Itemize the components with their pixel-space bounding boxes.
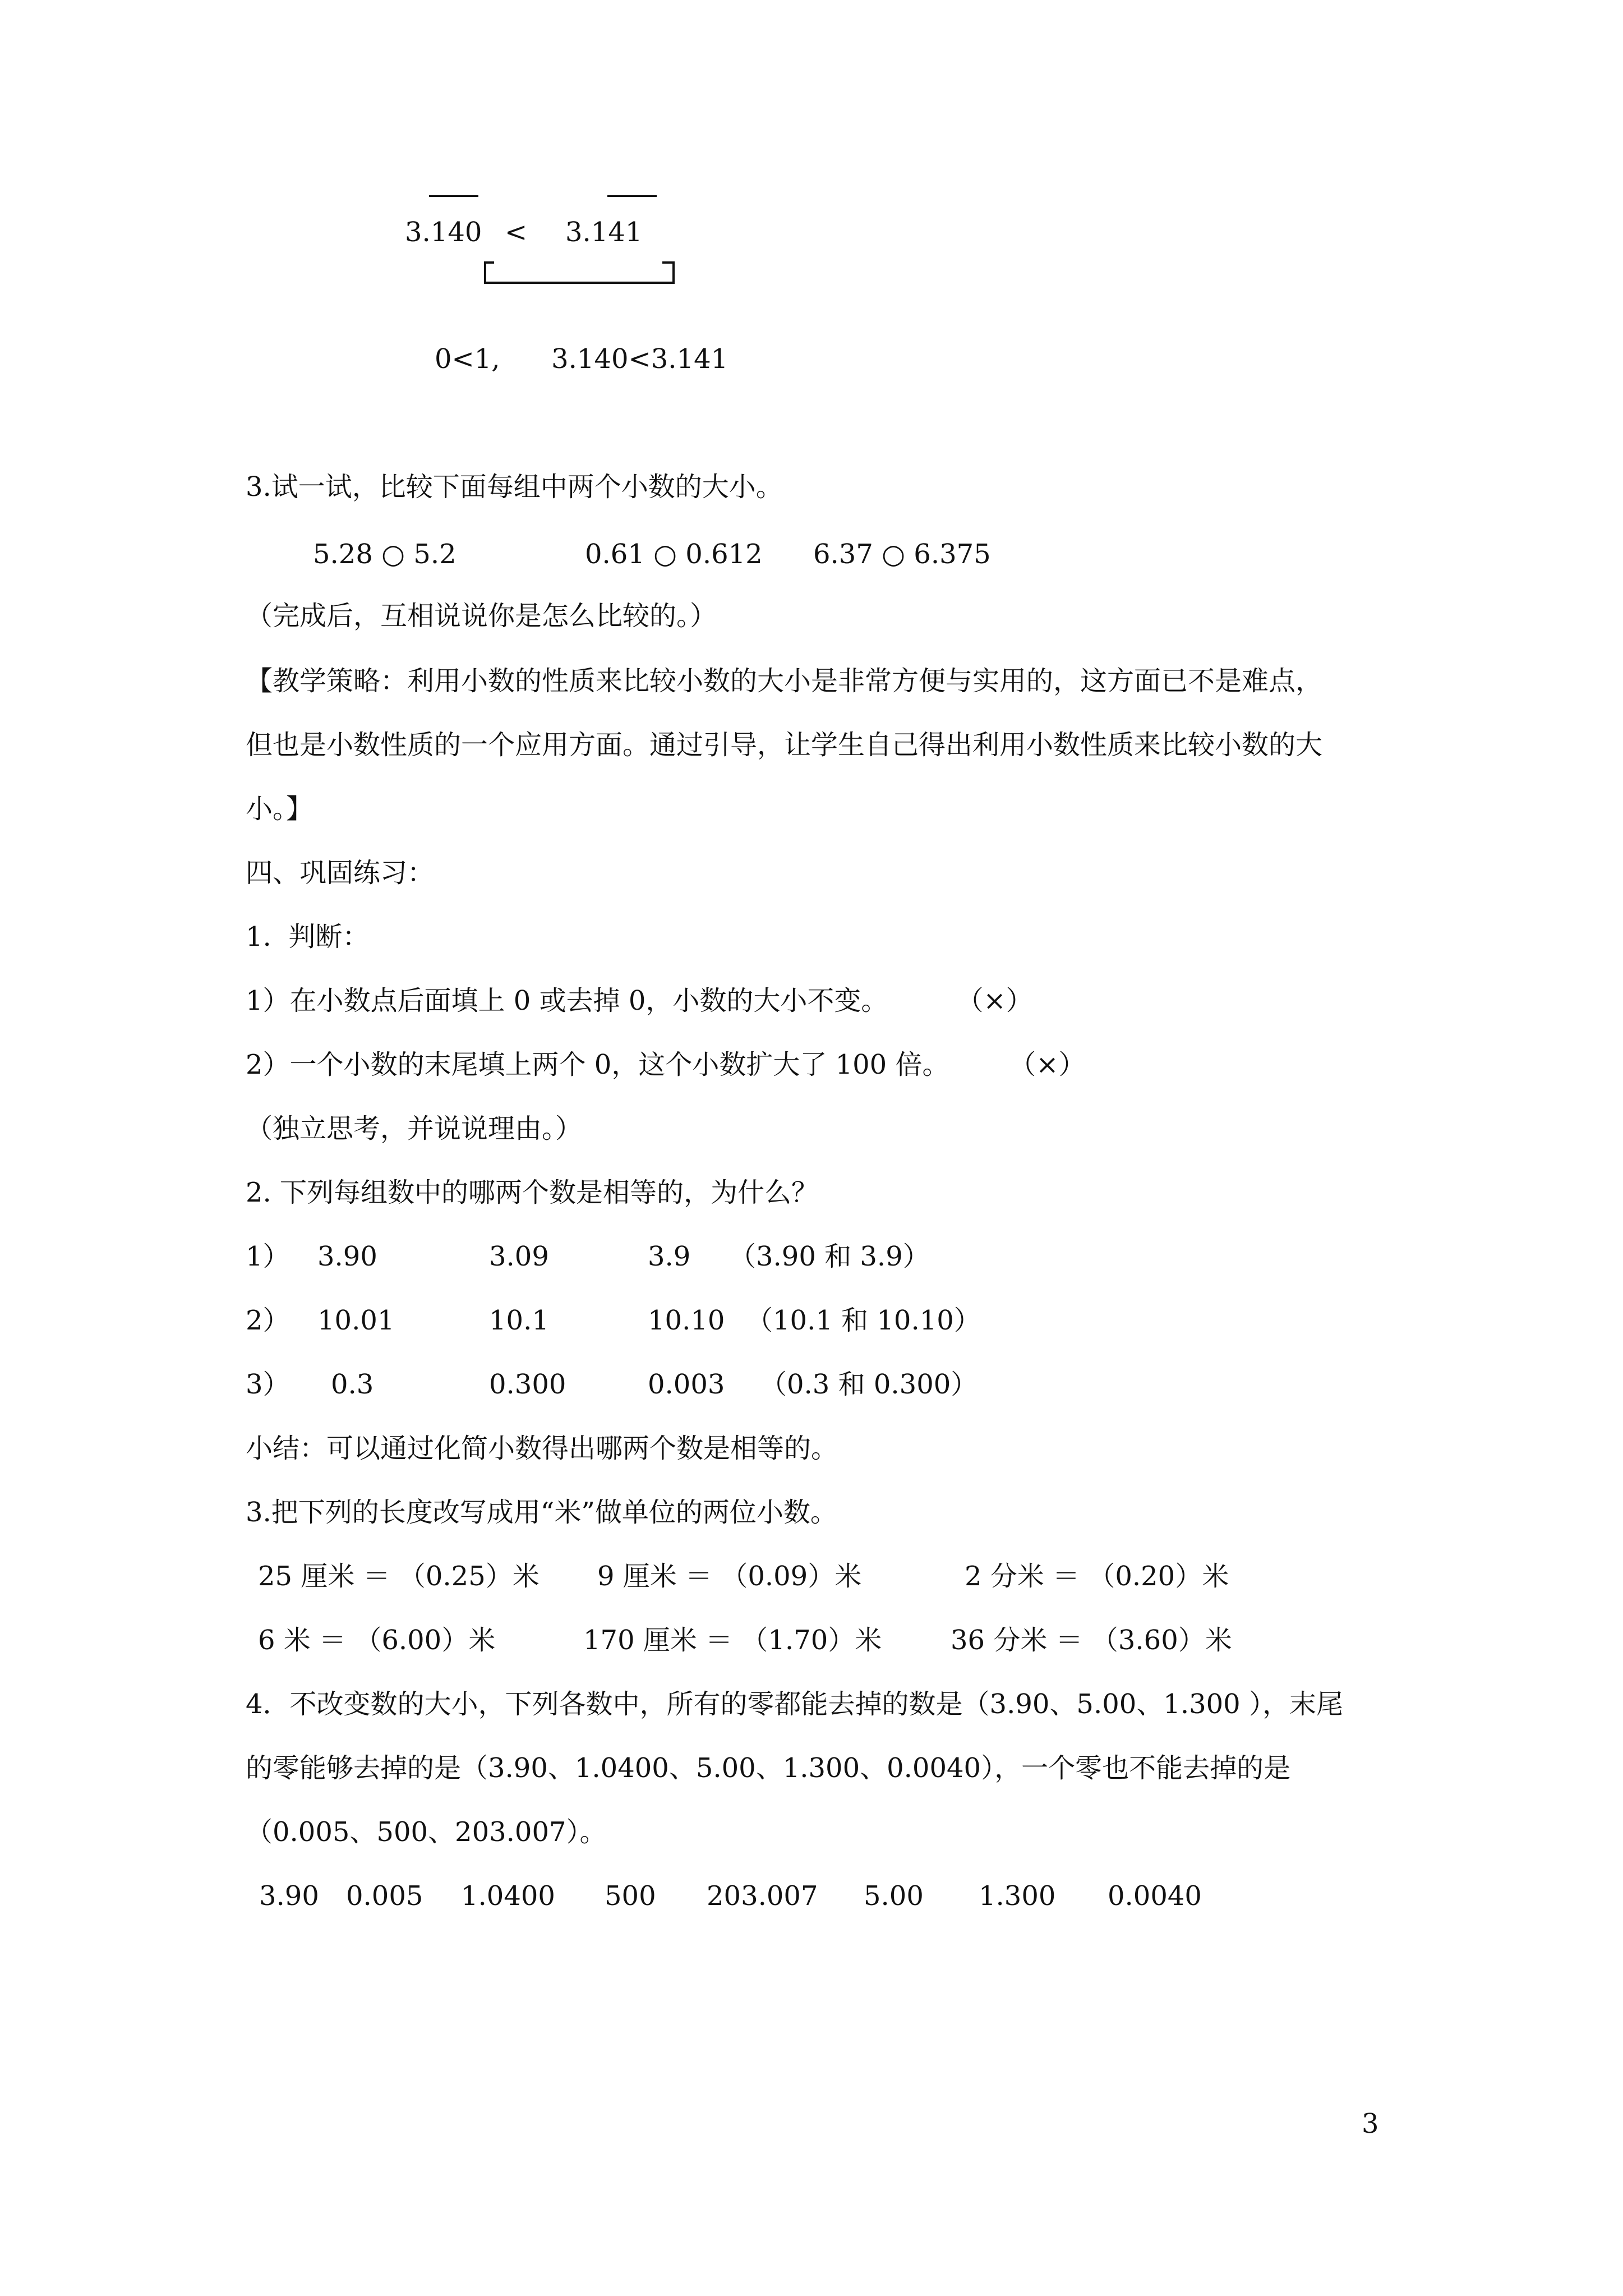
- q3-r2-item-3: 36 分米 ＝ （3.60）米: [951, 1625, 1232, 1656]
- q4-number: 5.00: [864, 1880, 924, 1912]
- strategy-line-3: 小。】: [246, 793, 313, 825]
- practice-heading: 四、巩固练习：: [246, 857, 435, 889]
- row-label: 3）: [246, 1369, 290, 1400]
- q4-line-1: 4．不改变数的大小，下列各数中，所有的零都能去掉的数是（3.90、5.00、1.300 ），末尾: [246, 1688, 1343, 1720]
- value-a: 3.90: [317, 1241, 377, 1272]
- less-than-symbol: <: [505, 217, 528, 248]
- q3-r2-item-2: 170 厘米 ＝ （1.70）米: [583, 1625, 882, 1656]
- q3-r2-item-1: 6 米 ＝ （6.00）米: [258, 1625, 496, 1656]
- page-number: 3: [1362, 2108, 1379, 2139]
- comparison-bracket: [484, 261, 675, 284]
- overline-right: [607, 195, 657, 197]
- compare-item-2: 0.61 ○ 0.612: [585, 539, 763, 570]
- q4-number: 1.300: [979, 1880, 1056, 1912]
- value-a: 10.01: [317, 1305, 395, 1336]
- right-number: 3.141: [565, 217, 643, 248]
- q1-item-1: 1）在小数点后面填上 0 或去掉 0，小数的大小不变。 （×）: [246, 985, 1033, 1016]
- q4-line-3: （0.005、500、203.007）。: [246, 1816, 607, 1848]
- compare-item-1: 5.28 ○ 5.2: [313, 539, 457, 570]
- value-a: 0.3: [331, 1369, 374, 1400]
- q4-number: 1.0400: [461, 1880, 555, 1912]
- strategy-line-2: 但也是小数性质的一个应用方面。通过引导，让学生自己得出利用小数性质来比较小数的大: [246, 729, 1323, 761]
- comparison-result: 0<1, 3.140<3.141: [435, 343, 728, 375]
- strategy-line-1: 【教学策略：利用小数的性质来比较小数的大小是非常方便与实用的，这方面已不是难点，: [246, 665, 1323, 697]
- value-b: 3.09: [489, 1241, 549, 1272]
- row-label: 2）: [246, 1305, 290, 1336]
- bracket-tick-left: [484, 261, 494, 264]
- bracket-tick-right: [662, 261, 672, 264]
- value-b: 0.300: [489, 1369, 566, 1400]
- equal-answer: （0.3 和 0.300）: [760, 1369, 978, 1400]
- section3-title: 3.试一试，比较下面每组中两个小数的大小。: [246, 471, 783, 503]
- value-b: 10.1: [489, 1305, 549, 1336]
- equal-answer: （3.90 和 3.9）: [729, 1241, 930, 1272]
- q1-note: （独立思考，并说说理由。）: [246, 1113, 583, 1144]
- left-number: 3.140: [405, 217, 482, 248]
- equal-answer: （10.1 和 10.10）: [746, 1305, 981, 1336]
- q1-title: 1. 判断：: [246, 921, 370, 953]
- row-label: 1）: [246, 1241, 290, 1272]
- compare-item-3: 6.37 ○ 6.375: [813, 539, 991, 570]
- value-c: 0.003: [648, 1369, 725, 1400]
- q4-number: 3.90: [259, 1880, 319, 1912]
- value-c: 3.9: [648, 1241, 691, 1272]
- q4-number: 0.005: [346, 1880, 423, 1912]
- overline-left: [429, 195, 478, 197]
- value-c: 10.10: [648, 1305, 725, 1336]
- q4-number: 500: [605, 1880, 656, 1912]
- q3-r1-item-1: 25 厘米 ＝ （0.25）米: [258, 1561, 540, 1592]
- q3-r1-item-3: 2 分米 ＝ （0.20）米: [965, 1561, 1229, 1592]
- q3-r1-item-2: 9 厘米 ＝ （0.09）米: [597, 1561, 862, 1592]
- q1-item-2: 2）一个小数的末尾填上两个 0，这个小数扩大了 100 倍。 （×）: [246, 1049, 1086, 1080]
- q2-title: 2. 下列每组数中的哪两个数是相等的，为什么？: [246, 1177, 819, 1208]
- q2-summary: 小结：可以通过化简小数得出哪两个数是相等的。: [246, 1433, 838, 1464]
- q4-number: 203.007: [707, 1880, 818, 1912]
- q4-line-2: 的零能够去掉的是（3.90、1.0400、5.00、1.300、0.0040），一个零也不能去掉的是: [246, 1752, 1291, 1784]
- q4-number: 0.0040: [1108, 1880, 1202, 1912]
- q3-title: 3.把下列的长度改写成用“米”做单位的两位小数。: [246, 1497, 837, 1528]
- section3-note: （完成后，互相说说你是怎么比较的。）: [246, 600, 717, 632]
